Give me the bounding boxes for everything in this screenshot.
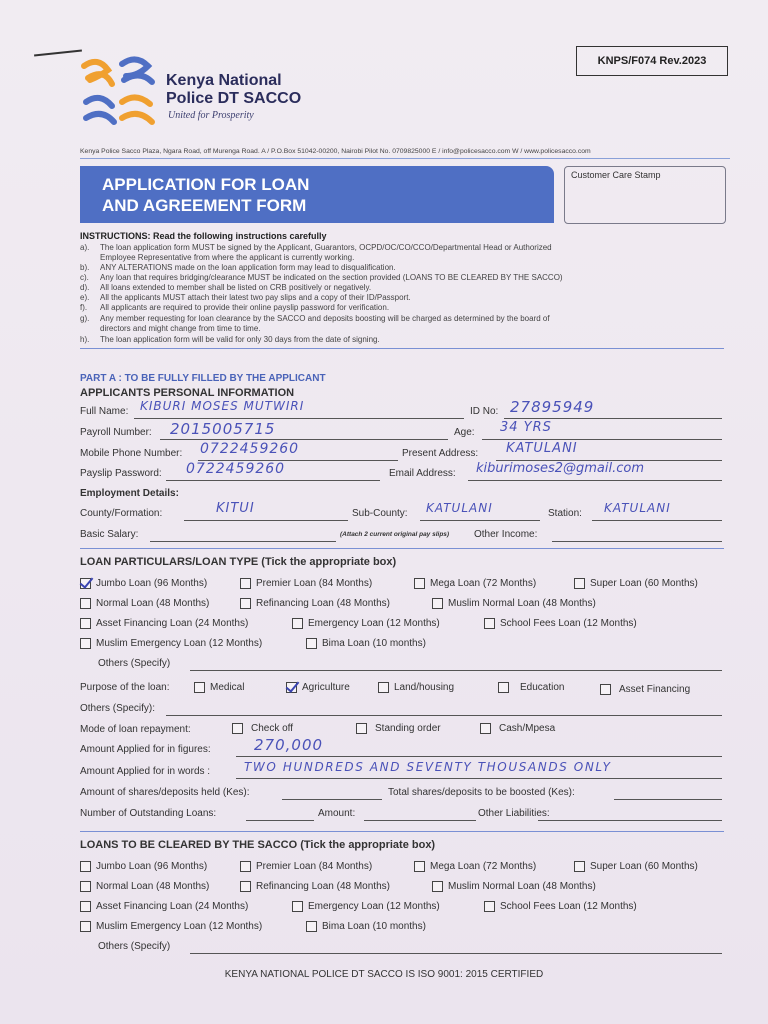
payslip-password-label: Payslip Password: — [80, 468, 162, 479]
email-label: Email Address: — [389, 468, 456, 479]
purpose-option[interactable]: Land/housing — [378, 682, 454, 693]
checkbox-icon[interactable] — [240, 578, 251, 589]
checkbox-icon[interactable] — [306, 921, 317, 932]
cleared-loan-option[interactable]: Refinancing Loan (48 Months) — [240, 881, 390, 892]
checkbox-icon[interactable] — [292, 618, 303, 629]
outstanding-loans-field[interactable] — [246, 820, 314, 821]
sacco-logo-icon — [78, 56, 160, 134]
checkbox-icon[interactable] — [240, 598, 251, 609]
checkbox-icon[interactable] — [232, 723, 243, 734]
loan-type-option[interactable]: School Fees Loan (12 Months) — [484, 618, 637, 629]
checkbox-icon[interactable] — [240, 861, 251, 872]
checkbox-icon[interactable] — [574, 861, 585, 872]
other-income-label: Other Income: — [474, 529, 538, 540]
purpose-option[interactable]: Asset Financing — [600, 684, 690, 695]
subcounty-field[interactable]: KATULANI — [426, 501, 493, 515]
cleared-loan-option[interactable]: Muslim Normal Loan (48 Months) — [432, 881, 596, 892]
checkbox-icon[interactable] — [292, 901, 303, 912]
checkbox-icon[interactable] — [484, 618, 495, 629]
checkbox-checked-icon[interactable] — [80, 578, 91, 589]
outstanding-amount-label: Amount: — [318, 808, 356, 819]
checkbox-icon[interactable] — [194, 682, 205, 693]
iso-certification-footer: KENYA NATIONAL POLICE DT SACCO IS ISO 9001: 2015 CERTIFIED — [224, 969, 544, 980]
checkbox-icon[interactable] — [80, 881, 91, 892]
instruction-item: h). The loan application form will be valid for only 30 days from the date of signing. — [80, 335, 380, 344]
repayment-option[interactable]: Cash/Mpesa — [480, 723, 555, 734]
checkbox-icon[interactable] — [306, 638, 317, 649]
cleared-loan-option[interactable]: Asset Financing Loan (24 Months) — [80, 901, 248, 912]
cleared-loan-option[interactable]: Super Loan (60 Months) — [574, 861, 698, 872]
instruction-item: f). All applicants are required to provide their online payslip password for verification. — [80, 303, 390, 312]
checkbox-icon[interactable] — [498, 682, 509, 693]
other-liabilities-label: Other Liabilities: — [478, 808, 550, 819]
checkbox-icon[interactable] — [480, 723, 491, 734]
cleared-loan-option[interactable]: Emergency Loan (12 Months) — [292, 901, 440, 912]
checkbox-icon[interactable] — [240, 881, 251, 892]
payroll-number-field[interactable]: 2015005715 — [170, 420, 276, 438]
purpose-option[interactable]: Agriculture — [286, 682, 350, 693]
instruction-item: Employee Representative from where the applicant is currently working. — [100, 253, 355, 262]
county-label: County/Formation: — [80, 508, 163, 519]
cleared-loan-option[interactable]: Muslim Emergency Loan (12 Months) — [80, 921, 262, 932]
subcounty-label: Sub-County: — [352, 508, 408, 519]
checkbox-icon[interactable] — [414, 578, 425, 589]
full-name-field[interactable]: KIBURI MOSES MUTWIRI — [140, 399, 305, 413]
form-code-box: KNPS/F074 Rev.2023 — [576, 46, 728, 76]
station-field[interactable]: KATULANI — [604, 501, 671, 515]
purpose-others-label: Others (Specify): — [80, 703, 156, 714]
divider — [80, 348, 724, 349]
checkbox-icon[interactable] — [432, 598, 443, 609]
instruction-item: directors and might change from time to time. — [100, 324, 261, 333]
purpose-option[interactable]: Education — [498, 682, 564, 693]
part-a-heading: PART A : TO BE FULLY FILLED BY THE APPLICANT — [80, 373, 326, 384]
payroll-label: Payroll Number: — [80, 427, 152, 438]
outstanding-loans-label: Number of Outstanding Loans: — [80, 808, 217, 819]
loan-type-option[interactable]: Bima Loan (10 months) — [306, 638, 426, 649]
loan-type-option[interactable]: Emergency Loan (12 Months) — [292, 618, 440, 629]
loan-particulars-heading: LOAN PARTICULARS/LOAN TYPE (Tick the appropriate box) — [80, 556, 397, 568]
station-line — [592, 520, 722, 521]
org-name-line2: Police DT SACCO — [166, 90, 302, 107]
checkbox-icon[interactable] — [600, 684, 611, 695]
present-address-label: Present Address: — [402, 448, 479, 459]
checkbox-icon[interactable] — [484, 901, 495, 912]
shares-boost-label: Total shares/deposits to be boosted (Kes): — [388, 787, 575, 798]
divider — [80, 831, 724, 832]
instruction-item: b). ANY ALTERATIONS made on the loan application form may lead to disqualification. — [80, 263, 396, 272]
org-tagline: United for Prosperity — [168, 110, 254, 121]
amount-figures-field[interactable]: 270,000 — [254, 736, 324, 754]
checkbox-icon[interactable] — [432, 881, 443, 892]
id-label: ID No: — [470, 406, 499, 417]
loan-others-field[interactable] — [190, 670, 722, 671]
cleared-others-field[interactable] — [190, 953, 722, 954]
subcounty-line — [420, 520, 540, 521]
instruction-item: g). Any member requesting for loan clearance by the SACCO and deposits boosting will be charged as determined by the board of — [80, 314, 550, 323]
cleared-loan-option[interactable]: Normal Loan (48 Months) — [80, 881, 209, 892]
email-field[interactable]: kiburimoses2@gmail.com — [476, 461, 645, 476]
station-label: Station: — [548, 508, 582, 519]
shares-held-field[interactable] — [282, 799, 382, 800]
form-title-banner — [80, 166, 554, 223]
instruction-item: c). Any loan that requires bridging/clearance MUST be indicated on the section provided (LOANS TO BE CLEARED BY THE SACCO) — [80, 273, 563, 282]
org-name-line1: Kenya National — [166, 72, 282, 89]
payslip-password-field[interactable]: 0722459260 — [186, 461, 286, 477]
amount-figures-line — [236, 756, 722, 757]
loan-type-option[interactable]: Mega Loan (72 Months) — [414, 578, 536, 589]
form-title-line2: AND AGREEMENT FORM — [102, 196, 307, 215]
amount-words-field[interactable]: TWO HUNDREDS AND SEVENTY THOUSANDS ONLY — [244, 760, 612, 774]
loan-type-option[interactable]: Muslim Normal Loan (48 Months) — [432, 598, 596, 609]
id-line — [504, 418, 722, 419]
customer-care-stamp-box — [564, 166, 726, 224]
employment-details-heading: Employment Details: — [80, 488, 179, 499]
loan-type-option[interactable]: Muslim Emergency Loan (12 Months) — [80, 638, 262, 649]
purpose-option[interactable]: Medical — [194, 682, 244, 693]
repayment-option[interactable]: Standing order — [356, 723, 441, 734]
loan-type-option[interactable]: Super Loan (60 Months) — [574, 578, 698, 589]
loan-type-option[interactable]: Asset Financing Loan (24 Months) — [80, 618, 248, 629]
checkbox-icon[interactable] — [80, 638, 91, 649]
amount-words-line — [236, 778, 722, 779]
basic-salary-field[interactable] — [150, 541, 336, 542]
cleared-loan-option[interactable]: Mega Loan (72 Months) — [414, 861, 536, 872]
id-number-field[interactable]: 27895949 — [510, 398, 595, 416]
checkbox-icon[interactable] — [378, 682, 389, 693]
instruction-item: e). All the applicants MUST attach their latest two pay slips and a copy of their ID/Passport. — [80, 293, 411, 302]
cleared-loan-option[interactable]: School Fees Loan (12 Months) — [484, 901, 637, 912]
present-address-field[interactable]: KATULANI — [506, 441, 578, 456]
county-line — [184, 520, 348, 521]
stamp-label: Customer Care Stamp — [571, 170, 661, 180]
purpose-label: Purpose of the loan: — [80, 682, 170, 693]
instructions-title: INSTRUCTIONS: Read the following instructions carefully — [80, 231, 327, 241]
other-income-field[interactable] — [552, 541, 722, 542]
shares-boost-field[interactable] — [614, 799, 722, 800]
cleared-loan-option[interactable]: Bima Loan (10 months) — [306, 921, 426, 932]
payslip-password-line — [166, 480, 380, 481]
full-name-label: Full Name: — [80, 406, 129, 417]
full-name-line — [134, 418, 464, 419]
outstanding-amount-field[interactable] — [364, 820, 476, 821]
instruction-item: d). All loans extended to member shall be listed on CRB positively or negatively. — [80, 283, 372, 292]
checkbox-icon[interactable] — [574, 578, 585, 589]
checkbox-icon[interactable] — [414, 861, 425, 872]
cleared-loan-option[interactable]: Premier Loan (84 Months) — [240, 861, 372, 872]
loan-type-option[interactable]: Jumbo Loan (96 Months) — [80, 578, 207, 589]
checkbox-checked-icon[interactable] — [286, 682, 297, 693]
shares-held-label: Amount of shares/deposits held (Kes): — [80, 787, 250, 798]
age-label: Age: — [454, 427, 475, 438]
instruction-item: a). The loan application form MUST be signed by the Applicant, Guarantors, OCPD/OC/CO/CCO/Departmental Head or Authorized — [80, 243, 552, 252]
checkbox-icon[interactable] — [80, 618, 91, 629]
org-address: Kenya Police Sacco Plaza, Ngara Road, off Murenga Road. A / P.O.Box 51042-00200, Nairobi Pilot No. 0709825000 E / info@policesacco.com W / www.policesacco.com — [80, 148, 730, 159]
basic-salary-label: Basic Salary: — [80, 529, 139, 540]
cleared-loan-option[interactable]: Jumbo Loan (96 Months) — [80, 861, 207, 872]
age-field[interactable]: 34 YRS — [500, 420, 552, 435]
personal-info-heading: APPLICANTS PERSONAL INFORMATION — [80, 387, 295, 399]
checkbox-icon[interactable] — [80, 861, 91, 872]
age-line — [482, 439, 722, 440]
checkbox-icon[interactable] — [356, 723, 367, 734]
checkbox-icon[interactable] — [80, 901, 91, 912]
form-title-line1: APPLICATION FOR LOAN — [102, 175, 310, 194]
other-liabilities-field[interactable] — [538, 820, 722, 821]
payslip-attach-note: (Attach 2 current original pay slips) — [340, 531, 450, 538]
mobile-label: Mobile Phone Number: — [80, 448, 183, 459]
checkbox-icon[interactable] — [80, 598, 91, 609]
checkbox-icon[interactable] — [80, 921, 91, 932]
loans-cleared-heading: LOANS TO BE CLEARED BY THE SACCO (Tick the appropriate box) — [80, 839, 436, 851]
loan-type-option[interactable]: Normal Loan (48 Months) — [80, 598, 209, 609]
mobile-number-field[interactable]: 0722459260 — [200, 441, 300, 457]
amount-words-label: Amount Applied for in words : — [80, 766, 211, 777]
cleared-others-label: Others (Specify) — [98, 941, 171, 952]
purpose-others-field[interactable] — [166, 715, 722, 716]
county-field[interactable]: KITUI — [216, 501, 255, 516]
loan-type-option[interactable]: Refinancing Loan (48 Months) — [240, 598, 390, 609]
divider — [80, 548, 724, 549]
payroll-line — [160, 439, 448, 440]
paper-mark — [34, 49, 82, 56]
loan-type-option[interactable]: Premier Loan (84 Months) — [240, 578, 372, 589]
amount-figures-label: Amount Applied for in figures: — [80, 744, 211, 755]
loan-others-label: Others (Specify) — [98, 658, 171, 669]
repayment-label: Mode of loan repayment: — [80, 724, 191, 735]
repayment-option[interactable]: Check off — [232, 723, 293, 734]
email-line — [468, 480, 722, 481]
